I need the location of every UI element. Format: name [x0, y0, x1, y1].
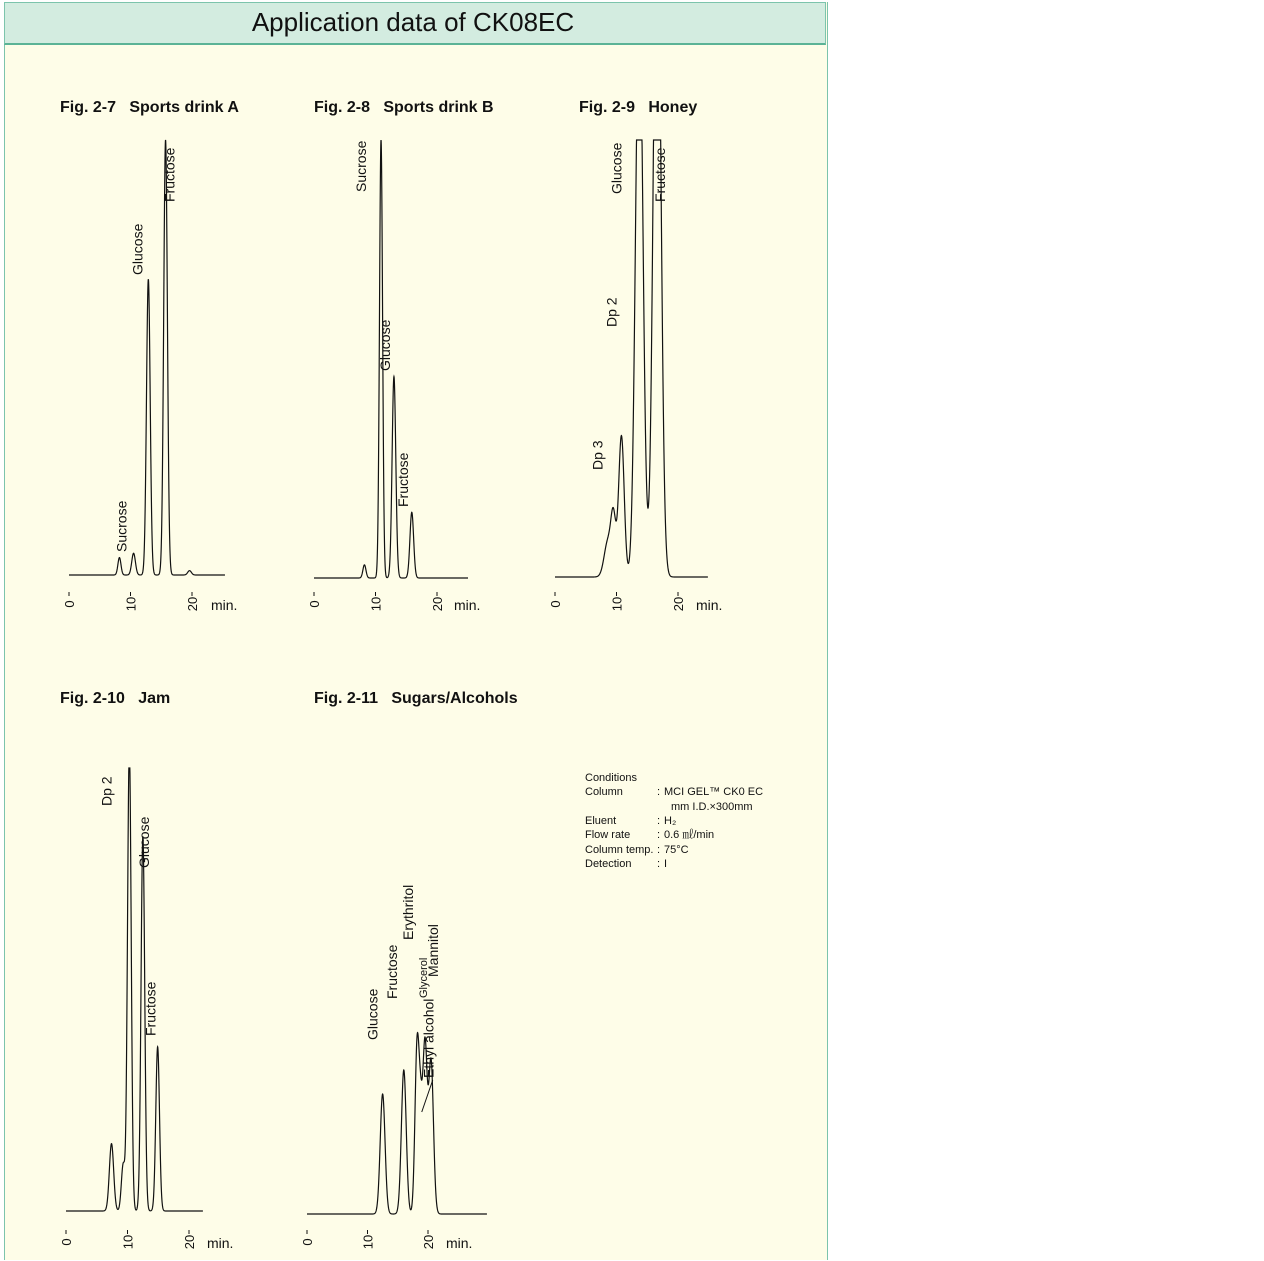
- fig-2-11-peak-label: Glucose: [364, 988, 381, 1040]
- fig-2-7-trace: [69, 140, 225, 575]
- fig-2-11-trace: [307, 1033, 487, 1214]
- fig-2-7-peak-label: Fructose: [161, 147, 178, 202]
- fig-2-8-tick-label: 0: [307, 600, 322, 608]
- condition-value: mm I.D.×300mm: [671, 801, 753, 813]
- fig-2-11-peak-label: Erythritol: [400, 884, 417, 940]
- fig-2-8-xlabel: min.: [454, 597, 481, 613]
- fig-2-10-tick-label: 20: [182, 1234, 197, 1250]
- condition-label: Flow rate: [585, 829, 631, 841]
- conditions-heading: Conditions: [585, 772, 637, 784]
- condition-label: Eluent: [585, 815, 617, 827]
- fig-2-11-peak-label: Mannitol: [425, 924, 442, 977]
- fig-2-10-peak-label: Fructose: [142, 981, 159, 1036]
- fig-2-11-tick-label: 10: [360, 1234, 376, 1250]
- condition-label: Column: [585, 786, 623, 798]
- fig-2-9-xlabel: min.: [696, 597, 723, 613]
- fig-2-9-title: Fig. 2-9 Honey: [579, 99, 698, 116]
- fig-2-10-tick-label: 10: [120, 1234, 136, 1250]
- fig-2-7-plot: [62, 140, 237, 613]
- fig-2-10-title: Fig. 2-10 Jam: [60, 690, 171, 707]
- fig-2-10-peak-label: Glucose: [135, 816, 152, 868]
- fig-2-7-title: Fig. 2-7 Sports drink A: [60, 99, 239, 116]
- fig-2-11-peak-label: Fructose: [383, 944, 400, 999]
- condition-value: I: [664, 858, 668, 870]
- fig-2-9-trace: [555, 140, 708, 577]
- fig-2-8-peak-label: Fructose: [394, 452, 411, 507]
- fig-2-9-peak-label: Dp 2: [603, 297, 620, 327]
- condition-value: MCI GEL™ CK0 EC: [664, 786, 764, 798]
- fig-2-7-tick-label: 0: [62, 600, 77, 608]
- fig-2-11-tick-label: 0: [300, 1238, 315, 1246]
- fig-2-11-plot: [300, 885, 487, 1251]
- fig-2-11-peak-label: Ethyl alcohol: [420, 998, 437, 1078]
- fig-2-11-tick-label: 20: [421, 1234, 436, 1250]
- fig-2-7-tick-label: 10: [123, 596, 139, 612]
- fig-2-8-peak-label: Sucrose: [353, 140, 370, 192]
- condition-label: Column temp.: [585, 844, 654, 856]
- fig-2-7-peak-label: Sucrose: [113, 500, 130, 552]
- fig-2-9-tick-label: 10: [609, 596, 625, 612]
- fig-2-8-tick-label: 10: [368, 596, 384, 612]
- fig-2-9-peak-label: Glucose: [608, 142, 625, 194]
- page-title: Application data of CK08EC: [251, 7, 575, 37]
- fig-2-10-xlabel: min.: [207, 1235, 234, 1251]
- fig-2-8-tick-label: 20: [430, 596, 445, 612]
- fig-2-8-peak-label: Glucose: [376, 319, 393, 371]
- condition-value: 0.6 ㎖/min: [664, 829, 715, 841]
- condition-label: Detection: [585, 858, 632, 870]
- fig-2-11-leader-line: [422, 1080, 433, 1112]
- condition-value: 75°C: [664, 844, 689, 856]
- fig-2-7-xlabel: min.: [211, 597, 238, 613]
- fig-2-7-peak-label: Glucose: [129, 223, 146, 275]
- fig-2-9-peak-label: Dp 3: [589, 440, 606, 470]
- fig-2-11-xlabel: min.: [446, 1235, 473, 1251]
- fig-2-10-trace: [66, 768, 203, 1211]
- fig-2-8-plot: [307, 140, 480, 613]
- fig-2-9-tick-label: 0: [548, 600, 563, 608]
- fig-2-9-plot: [548, 140, 722, 613]
- fig-2-10-tick-label: 0: [59, 1238, 74, 1246]
- condition-value: H₂: [664, 815, 677, 827]
- fig-2-8-title: Fig. 2-8 Sports drink B: [314, 99, 494, 116]
- fig-2-7-tick-label: 20: [185, 596, 200, 612]
- fig-2-10-plot: [59, 768, 233, 1251]
- fig-2-9-tick-label: 20: [671, 596, 686, 612]
- fig-2-11-peak-label: Glycerol: [417, 957, 430, 998]
- fig-2-11-title: Fig. 2-11 Sugars/Alcohols: [314, 690, 518, 707]
- fig-2-9-peak-label: Fructose: [652, 147, 669, 202]
- fig-2-10-peak-label: Dp 2: [98, 776, 115, 806]
